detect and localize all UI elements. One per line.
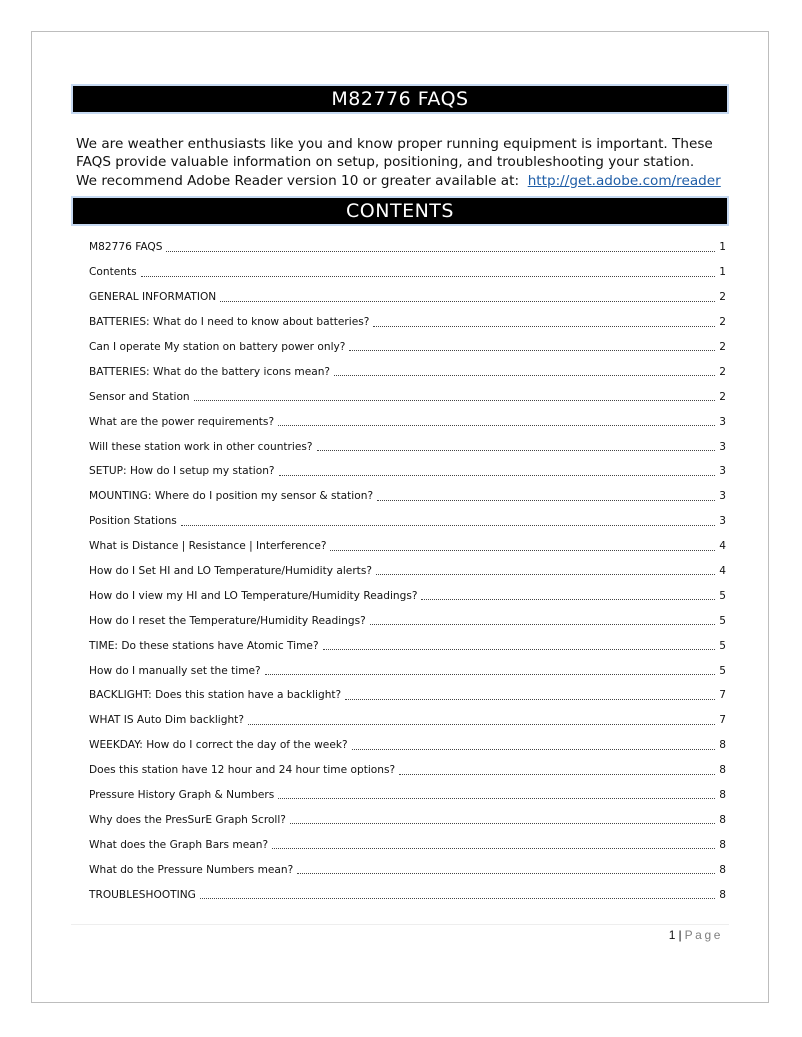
toc-dot-leader xyxy=(317,442,716,451)
toc-entry-title: TROUBLESHOOTING xyxy=(89,888,196,901)
toc-entry-page: 2 xyxy=(719,365,726,378)
toc-dot-leader xyxy=(323,641,716,650)
toc-entry[interactable] xyxy=(89,583,726,608)
toc-dot-leader xyxy=(220,293,715,302)
toc-dot-leader xyxy=(352,741,716,750)
toc-dot-leader xyxy=(421,591,715,600)
toc-entry[interactable] xyxy=(89,708,726,733)
toc-entry-title: SETUP: How do I setup my station? xyxy=(89,465,275,478)
toc-entry-page: 2 xyxy=(719,341,726,353)
toc-entry-page: 1 xyxy=(719,266,726,279)
toc-entry[interactable] xyxy=(89,758,726,783)
toc-entry-title: Will these station work in other countries? xyxy=(89,440,313,453)
toc-entry[interactable] xyxy=(89,235,726,260)
toc-entry-title: WEEKDAY: How do I correct the day of the week? xyxy=(89,739,348,752)
toc-entry-page: 5 xyxy=(719,589,726,602)
toc-entry-page: 4 xyxy=(719,540,726,553)
toc-dot-leader xyxy=(166,243,715,252)
page-footer xyxy=(669,928,723,942)
footer-page-number: 1 xyxy=(668,928,676,942)
toc-entry[interactable] xyxy=(89,459,726,484)
toc-entry-page: 8 xyxy=(719,838,726,851)
toc-entry[interactable] xyxy=(89,857,726,882)
toc-entry-page: 3 xyxy=(719,440,726,453)
toc-entry[interactable] xyxy=(89,484,726,509)
toc-entry-title: GENERAL INFORMATION xyxy=(89,291,217,304)
toc-entry-title: What is Distance | Resistance | Interference? xyxy=(89,540,327,553)
toc-entry-title: How do I view my HI and LO Temperature/Humidity Readings? xyxy=(89,589,418,602)
toc-dot-leader xyxy=(399,766,715,775)
toc-entry-page: 2 xyxy=(719,390,726,403)
toc-entry[interactable] xyxy=(89,384,726,409)
toc-entry-title: BATTERIES: What do the battery icons mean? xyxy=(89,365,331,378)
toc-entry[interactable] xyxy=(89,733,726,758)
toc-entry-title: How do I Set HI and LO Temperature/Humidity alerts? xyxy=(89,565,372,578)
toc-entry-title: Sensor and Station xyxy=(89,390,190,403)
toc-entry[interactable] xyxy=(89,509,726,534)
toc-entry-page: 3 xyxy=(719,465,726,478)
toc-entry-page: 5 xyxy=(719,614,726,627)
toc-entry-title: What are the power requirements? xyxy=(89,415,275,428)
toc-entry-title: How do I manually set the time? xyxy=(89,664,261,677)
toc-entry[interactable] xyxy=(89,807,726,832)
toc-entry[interactable] xyxy=(89,658,726,683)
toc-entry-page: 8 xyxy=(719,739,726,752)
toc-entry-page: 8 xyxy=(719,813,726,826)
toc-entry-page: 8 xyxy=(719,863,726,876)
toc-entry-page: 3 xyxy=(719,490,726,503)
intro-line-3 xyxy=(76,172,736,190)
toc-entry[interactable] xyxy=(89,882,726,907)
toc-entry-page: 3 xyxy=(719,415,726,428)
toc-entry-title: Why does the PresSurE Graph Scroll? xyxy=(89,813,286,826)
toc-entry-title: TIME: Do these stations have Atomic Time? xyxy=(89,639,319,652)
toc-dot-leader xyxy=(265,666,716,675)
toc-dot-leader xyxy=(200,890,715,899)
intro-paragraph xyxy=(76,135,736,190)
toc-entry-title: MOUNTING: Where do I position my sensor & station? xyxy=(89,490,374,503)
toc-entry-page: 8 xyxy=(719,789,726,802)
toc-entry-page: 4 xyxy=(719,565,726,578)
toc-entry-page: 2 xyxy=(719,291,726,304)
intro-line-3-text: We recommend Adobe Reader version 10 or greater available at: xyxy=(76,172,520,189)
toc-entry-title: M82776 FAQS xyxy=(89,241,163,254)
toc-entry-page: 3 xyxy=(719,515,726,528)
toc-entry-page: 8 xyxy=(719,888,726,901)
toc-entry-page: 7 xyxy=(719,689,726,702)
toc-entry-title: WHAT IS Auto Dim backlight? xyxy=(89,714,244,727)
toc-entry-title: BATTERIES: What do I need to know about batteries? xyxy=(89,316,370,329)
toc-entry[interactable] xyxy=(89,633,726,658)
toc-entry[interactable] xyxy=(89,434,726,459)
page-title: M82776 FAQS xyxy=(331,88,469,110)
intro-line-2: FAQS provide valuable information on setup, positioning, and troubleshooting your station. xyxy=(76,154,695,171)
toc-dot-leader xyxy=(141,268,716,277)
toc-entry-page: 8 xyxy=(719,764,726,777)
footer-separator: | xyxy=(678,928,682,942)
toc-entry[interactable] xyxy=(89,832,726,857)
toc-entry-title: Does this station have 12 hour and 24 hour time options? xyxy=(89,764,396,777)
toc-entry-page: 1 xyxy=(719,241,726,254)
toc-entry-title: Pressure History Graph & Numbers xyxy=(89,789,275,802)
toc-entry-title: Can I operate My station on battery power only? xyxy=(89,341,346,353)
toc-entry-page: 7 xyxy=(719,714,726,727)
toc-dot-leader xyxy=(376,566,715,575)
toc-dot-leader xyxy=(248,716,715,725)
footer-page-label: Page xyxy=(684,928,723,942)
footer-divider xyxy=(71,924,729,925)
toc-entry-page: 5 xyxy=(719,664,726,677)
toc-dot-leader xyxy=(297,865,715,874)
toc-entry[interactable] xyxy=(89,335,726,360)
toc-dot-leader xyxy=(373,318,715,327)
adobe-reader-link[interactable]: http://get.adobe.com/reader xyxy=(527,172,721,189)
toc-entry[interactable] xyxy=(89,559,726,584)
toc-entry[interactable] xyxy=(89,260,726,285)
toc-entry-title: How do I reset the Temperature/Humidity Readings? xyxy=(89,614,366,627)
toc-entry[interactable] xyxy=(89,608,726,633)
toc-entry[interactable] xyxy=(89,310,726,335)
intro-line-1: We are weather enthusiasts like you and know proper running equipment is important. These xyxy=(76,136,713,152)
toc-entry[interactable] xyxy=(89,285,726,310)
contents-heading: CONTENTS xyxy=(346,200,454,222)
toc-dot-leader xyxy=(181,517,715,526)
toc-entry-title: Position Stations xyxy=(89,515,177,528)
toc-entry-title: What does the Graph Bars mean? xyxy=(89,838,269,851)
toc-entry[interactable] xyxy=(89,409,726,434)
page-title-bar xyxy=(71,84,729,114)
toc-dot-leader xyxy=(279,467,716,476)
toc-dot-leader xyxy=(334,367,715,376)
toc-entry[interactable] xyxy=(89,783,726,808)
toc-dot-leader xyxy=(278,417,715,426)
toc-entry[interactable] xyxy=(89,359,726,384)
toc-dot-leader xyxy=(278,790,715,799)
table-of-contents xyxy=(89,235,726,907)
toc-entry[interactable] xyxy=(89,683,726,708)
toc-dot-leader xyxy=(290,815,715,824)
toc-entry[interactable] xyxy=(89,534,726,559)
toc-entry-page: 2 xyxy=(719,316,726,329)
toc-entry-title: Contents xyxy=(89,266,137,279)
toc-dot-leader xyxy=(194,392,716,401)
toc-entry-title: What do the Pressure Numbers mean? xyxy=(89,863,294,876)
toc-dot-leader xyxy=(272,840,715,849)
toc-dot-leader xyxy=(370,616,716,625)
toc-entry-title: BACKLIGHT: Does this station have a backlight? xyxy=(89,689,342,702)
toc-dot-leader xyxy=(345,691,715,700)
toc-dot-leader xyxy=(377,492,715,501)
toc-dot-leader xyxy=(349,342,715,351)
toc-dot-leader xyxy=(330,542,715,551)
contents-heading-bar xyxy=(71,196,729,226)
toc-entry-page: 5 xyxy=(719,639,726,652)
